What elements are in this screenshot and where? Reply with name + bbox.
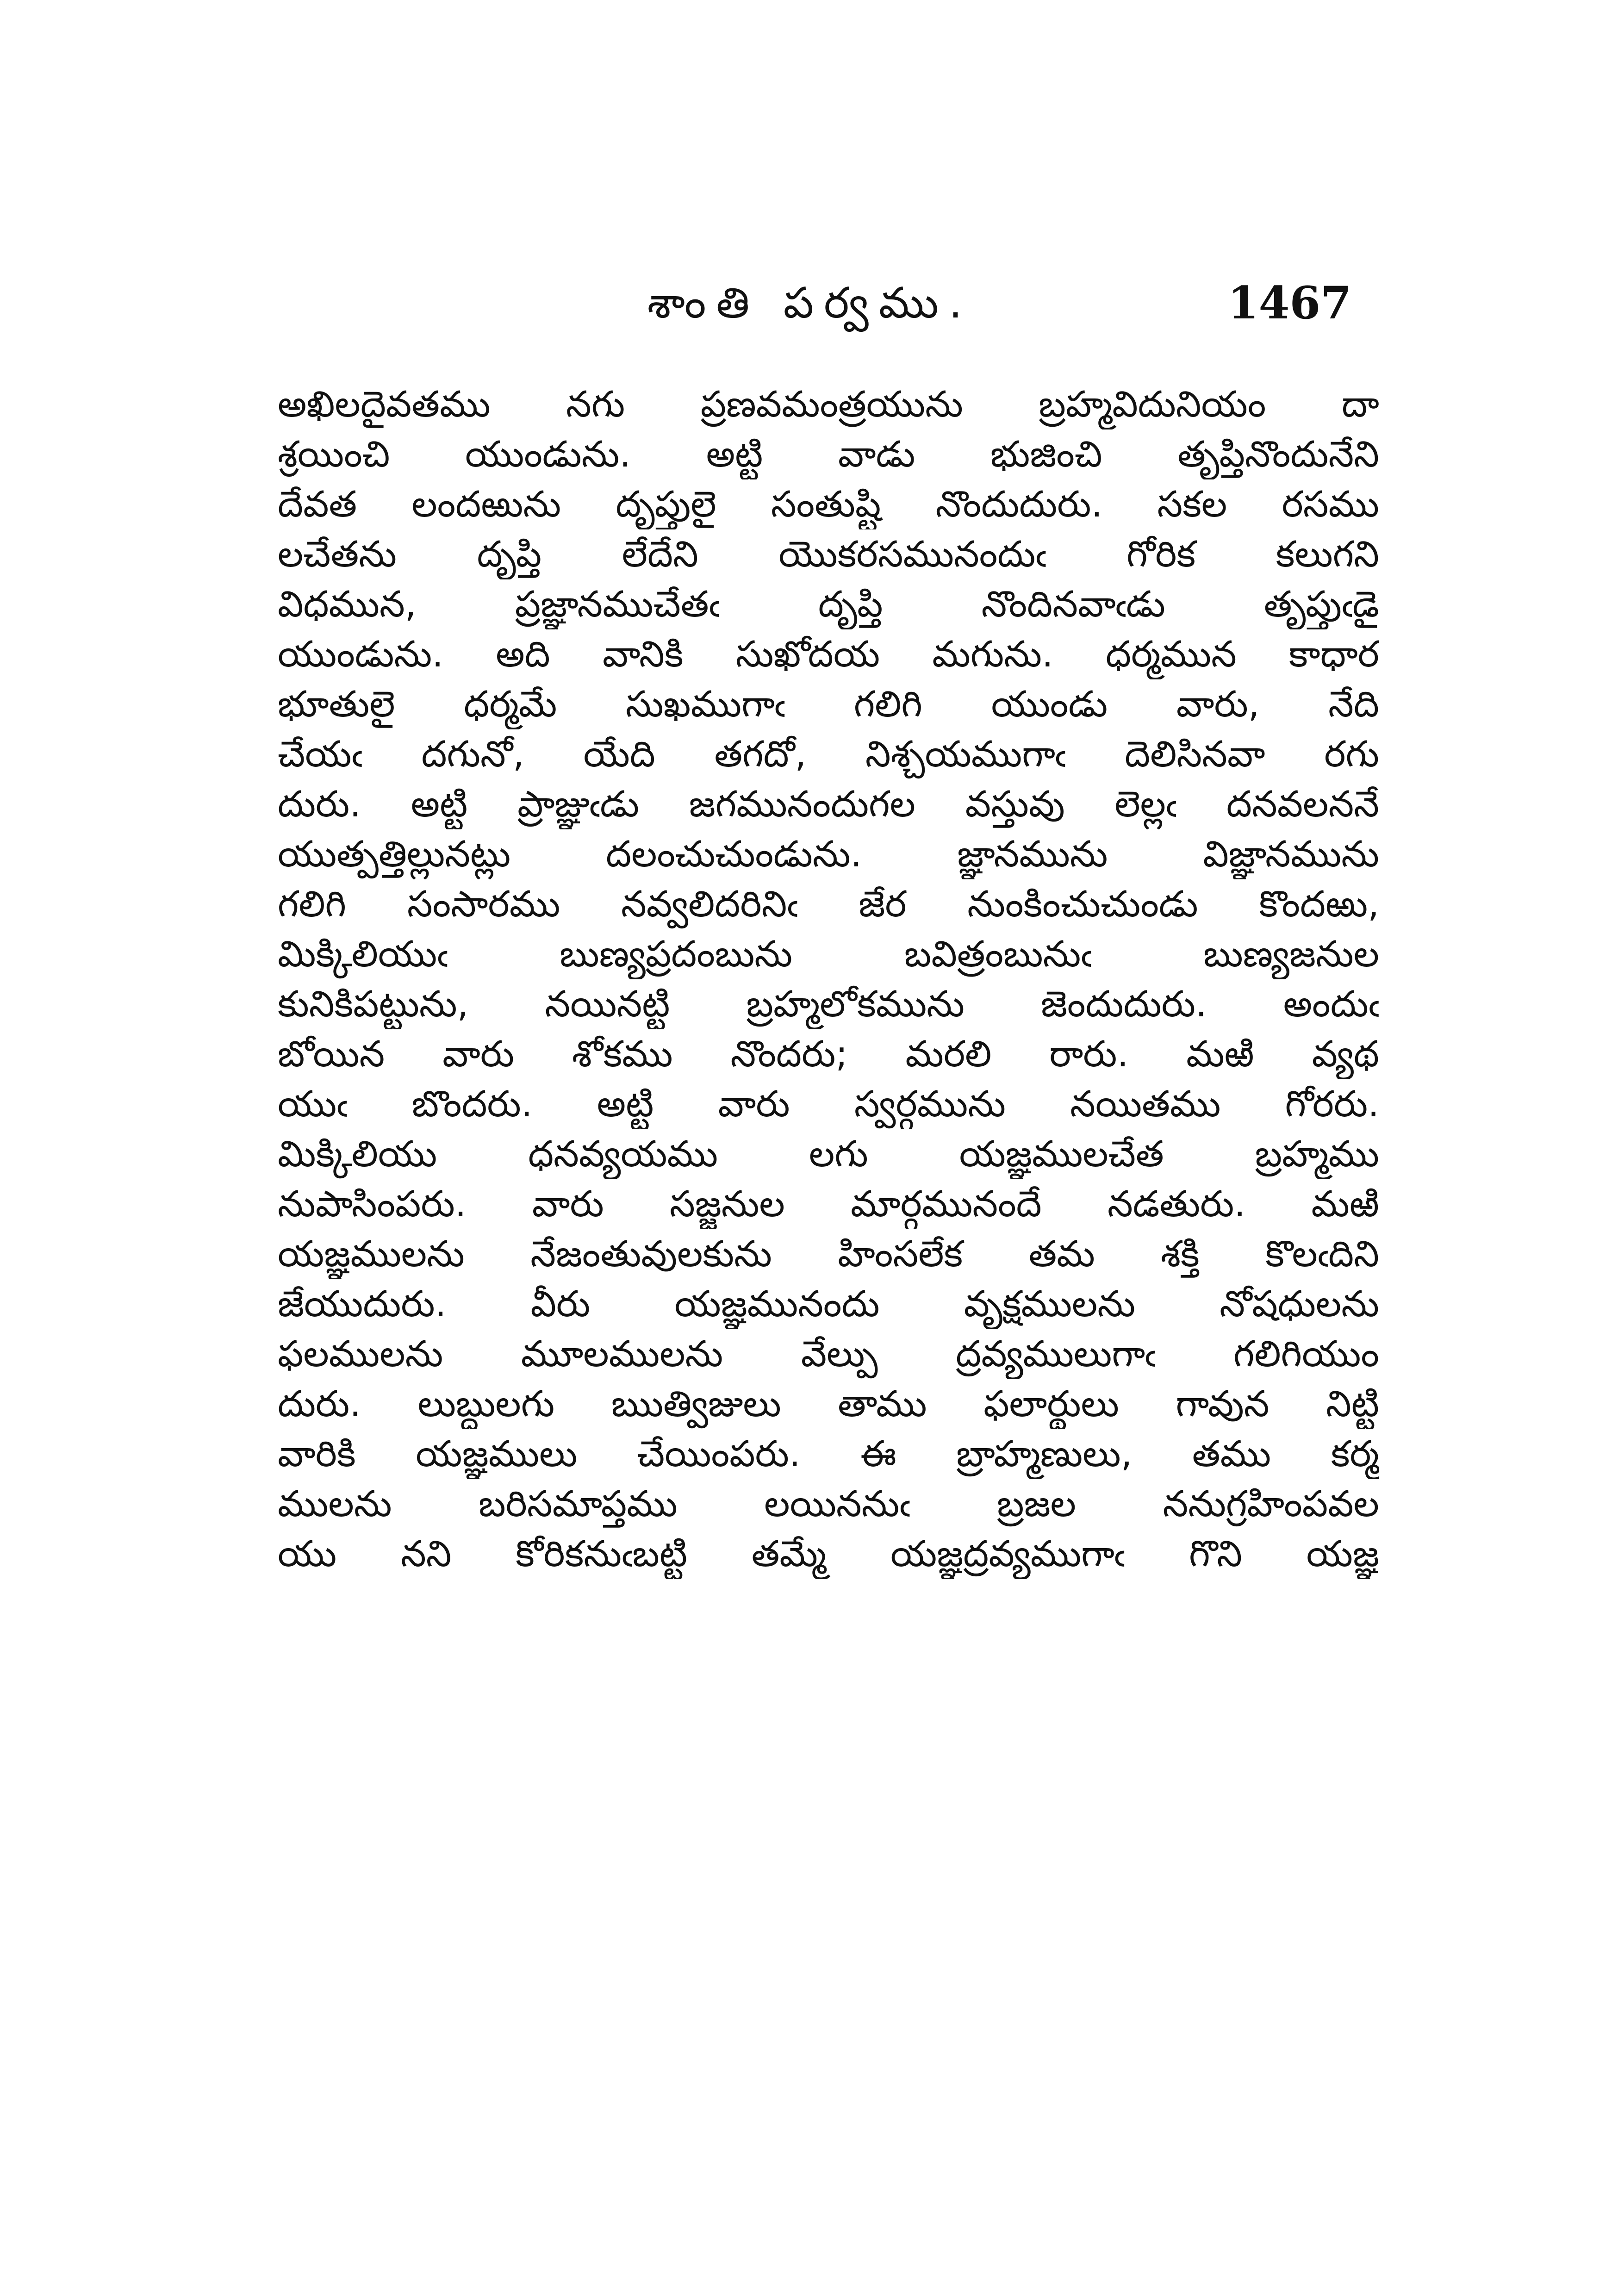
text-line: ఫలములను మూలములను వేల్పు ద్రవ్యములుగాఁ గలిగియుం: [278, 1333, 1379, 1375]
text-line: గలిగి సంసారము నవ్వలిదరినిఁ జేర నుంకించుచుండు కొందఱు,: [278, 884, 1379, 925]
text-line: ములను బరిసమాప్తము లయిననుఁ బ్రజల ననుగ్రహింపవల: [278, 1483, 1379, 1525]
text-line: కునికిపట్టును, నయినట్టి బ్రహ్మలోకమును జెందుదురు. అందుఁ: [278, 983, 1379, 1025]
text-line: యు నని కోరికనుఁబట్టి తమ్మే యజ్ఞద్రవ్యముగాఁ గొని యజ్ఞ: [278, 1533, 1379, 1575]
running-title: శాంతి పర్వము.: [647, 278, 973, 328]
text-line: దేవత లందఱును దృప్తులై సంతుష్టి నొందుదురు. సకల రసము: [278, 484, 1379, 525]
text-line: చేయఁ దగునో, యేది తగదో, నిశ్చయముగాఁ దెలిసినవా రగు: [278, 734, 1379, 775]
text-line: యుత్పత్తిల్లునట్లు దలంచుచుండును. జ్ఞానమును విజ్ఞానమును: [278, 834, 1379, 875]
text-line: యజ్ఞములను నేజంతువులకును హింసలేక తమ శక్తి కొలఁదిని: [278, 1233, 1379, 1275]
text-line: దురు. లుబ్ధులగు ఋత్విజులు తాము ఫలార్థులు గావున నిట్టి: [278, 1383, 1379, 1425]
text-line: విధమున, ప్రజ్ఞానముచేతఁ దృప్తి నొందినవాఁడు తృప్తుఁడై: [278, 584, 1379, 625]
text-line: యుఁ బొందరు. అట్టి వారు స్వర్గమును నయితము గోరరు.: [278, 1083, 1379, 1125]
page-header: [0, 268, 1618, 338]
text-line: మిక్కిలియు ధనవ్యయము లగు యజ్ఞములచేత బ్రహ్మము: [278, 1133, 1379, 1175]
text-line: లచేతను దృప్తి లేదేని యొకరసమునందుఁ గోరిక కలుగని: [278, 534, 1379, 575]
text-line: యుండును. అది వానికి సుఖోదయ మగును. ధర్మమున కాధార: [278, 634, 1379, 675]
text-line: దురు. అట్టి ప్రాజ్ఞుఁడు జగమునందుగల వస్తువు లెల్లఁ దనవలననే: [278, 784, 1379, 825]
page-number: 1467: [1227, 277, 1351, 329]
text-line: బోయిన వారు శోకము నొందరు; మరలి రారు. మఱి వ్యథ: [278, 1033, 1379, 1075]
text-line: అఖిలదైవతము నగు ప్రణవమంత్రయును బ్రహ్మవిదునియం దా: [278, 384, 1379, 425]
text-line: నుపాసింపరు. వారు సజ్జనుల మార్గమునందే నడతురు. మఱి: [278, 1183, 1379, 1225]
body-text: [278, 380, 1379, 1579]
text-line: వారికి యజ్ఞములు చేయింపరు. ఈ బ్రాహ్మణులు, తము కర్మ: [278, 1433, 1379, 1475]
text-line: భూతులై ధర్మమే సుఖముగాఁ గలిగి యుండు వారు, నేది: [278, 684, 1379, 725]
text-line: శ్రయించి యుండును. అట్టి వాడు భుజించి తృప్తినొందునేని: [278, 434, 1379, 475]
text-line: జేయుదురు. వీరు యజ్ఞమునందు వృక్షములను నోషధులను: [278, 1283, 1379, 1325]
text-line: మిక్కిలియుఁ బుణ్యప్రదంబును బవిత్రంబునుఁ బుణ్యజనుల: [278, 933, 1379, 975]
